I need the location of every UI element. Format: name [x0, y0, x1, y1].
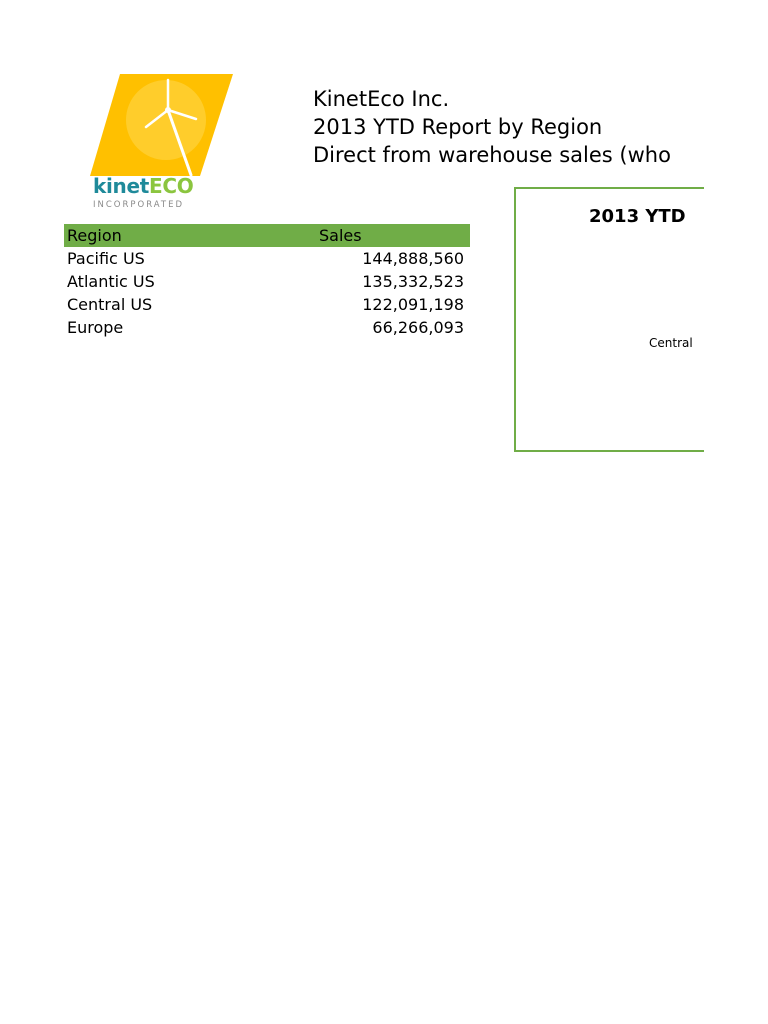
logo-word-eco: ECO [149, 174, 194, 198]
table-row [64, 270, 470, 293]
table-row [64, 247, 470, 270]
report-description: Direct from warehouse sales (who [313, 143, 671, 167]
company-name: KinetEco Inc. [313, 87, 450, 111]
sales-cell: 144,888,560 [362, 249, 464, 268]
region-cell: Europe [67, 318, 124, 337]
region-cell: Pacific US [67, 249, 145, 268]
logo-sun [126, 80, 206, 160]
region-cell: Atlantic US [67, 272, 155, 291]
sales-cell: 135,332,523 [362, 272, 464, 291]
sales-cell: 66,266,093 [372, 318, 464, 337]
sales-chart[interactable] [514, 187, 704, 452]
report-heading [313, 85, 704, 169]
slice-label-central: Central [649, 336, 693, 350]
logo-wordmark [93, 176, 193, 196]
logo-word-kinet: kinet [93, 174, 150, 198]
table-header-row [64, 224, 470, 247]
column-header-sales: Sales [319, 226, 362, 245]
sales-cell: 122,091,198 [362, 295, 464, 314]
column-header-region: Region [67, 226, 122, 245]
chart-frame [514, 187, 704, 452]
chart-plot-area [516, 189, 704, 450]
report-title: 2013 YTD Report by Region [313, 115, 603, 139]
table-row [64, 316, 470, 339]
table-row [64, 293, 470, 316]
chart-title: 2013 YTD [589, 206, 686, 227]
region-cell: Central US [67, 295, 153, 314]
kineteco-logo [88, 72, 236, 212]
sales-table [64, 224, 470, 339]
logo-subtitle: INCORPORATED [93, 200, 185, 210]
